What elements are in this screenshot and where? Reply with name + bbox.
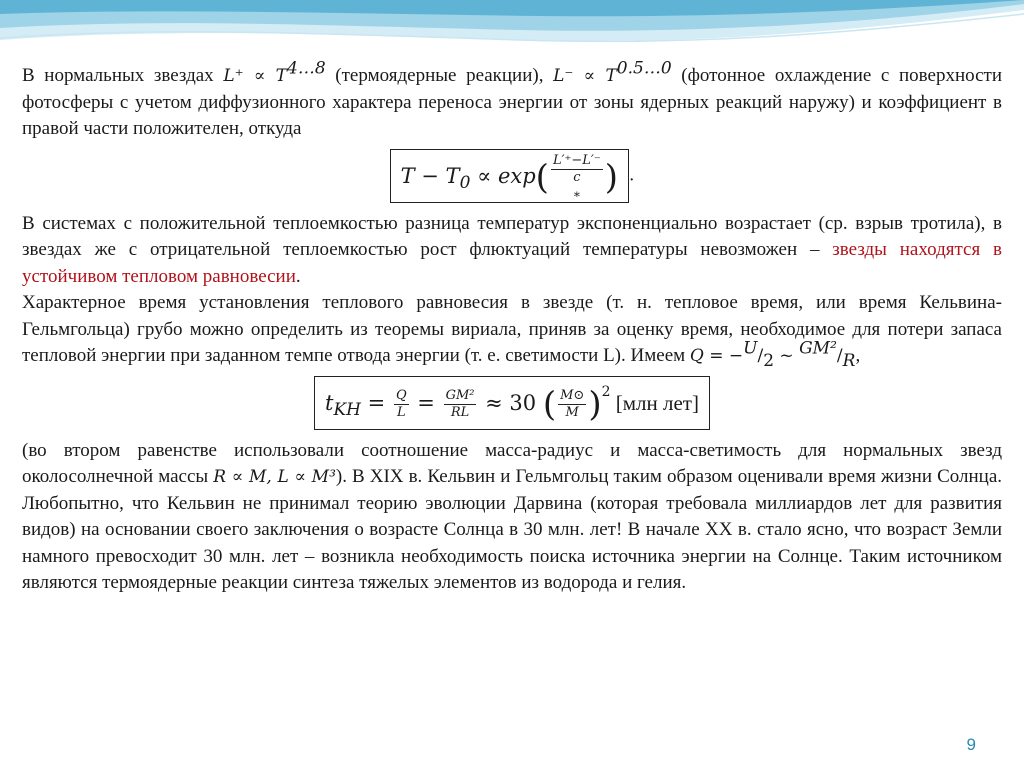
- highlighted-conclusion: звезды находятся в устойчивом тепловом равновесии: [22, 239, 1002, 287]
- slide-body: [22, 58, 1003, 597]
- paragraph-1: В нормальных звездах $L^+ \propto T^{4\dots 8}$ (термоядерные реакции), $L^- \propto T^{0.5\dots 0}$ (фотонное охлаждение с поверхности фотосферы с учетом диффузионного характера переноса энергии от зоны ядерных реакций наружу) и коэффициент в правой части положителен, откуда: [22, 58, 1003, 139]
- page-number: 9: [966, 735, 976, 754]
- paragraph-3: Характерное время установления теплового равновесия в звезде (т. н. тепловое время, или время Кельвина-Гельмгольца) грубо можно определить из теоремы вириала, приняв за оценку время, необходимое для потери запаса тепловой энергии при заданном темпе отвода энергии (т. е. светимости L). Имеем $Q = -^U/_2$ ~ $^{GM^2}/_R$,: [22, 292, 1002, 371]
- formula-box-2: $t_{KH}$ = $\frac{Q}{L}$ = $\frac{\text{GM²}}{RL}$ ≈ 30 ( $\frac{M⊙}{M}$ )$^2$ [млн лет]: [314, 376, 710, 430]
- formula-temperature: $T - T_0 \propto \exp$( L′⁺−L′⁻ c $_*$ ) .: [22, 149, 1002, 205]
- formula-box-1: $T - T_0 \propto \exp$( L′⁺−L′⁻ c $_*$ ): [390, 149, 629, 203]
- paragraph-4: (во втором равенстве использовали соотношение масса-радиус и масса-светимость для нормальных звезд околосолнечной массы R ∝ M, L ∝ M³). В XIX в. Кельвин и Гельмгольц таким образом оценивали время жизни Солнца. Любопытно, что Кельвин не принимал теорию эволюции Дарвина (которая требовала миллиардов лет для развития видов) на основании своего заключения о возрасте Солнца в 30 млн. лет! В начале XX в. стало ясно, что возраст Земли намного превосходит 30 млн. лет – возникла необходимость поиска источника энергии на Солнце. Таким источником являются термоядерные реакции синтеза тяжелых элементов из водорода и гелия.: [22, 439, 1002, 593]
- formula-kelvin-helmholtz: [22, 376, 1002, 432]
- paragraph-2: В системах с положительной теплоемкостью разница температур экспоненциально возрастает (ср. взрыв тротила), в звездах же с отрицательной теплоемкостью рост флюктуаций температуры невозможен – звезды находятся в устойчивом тепловом равновесии.: [22, 212, 1002, 287]
